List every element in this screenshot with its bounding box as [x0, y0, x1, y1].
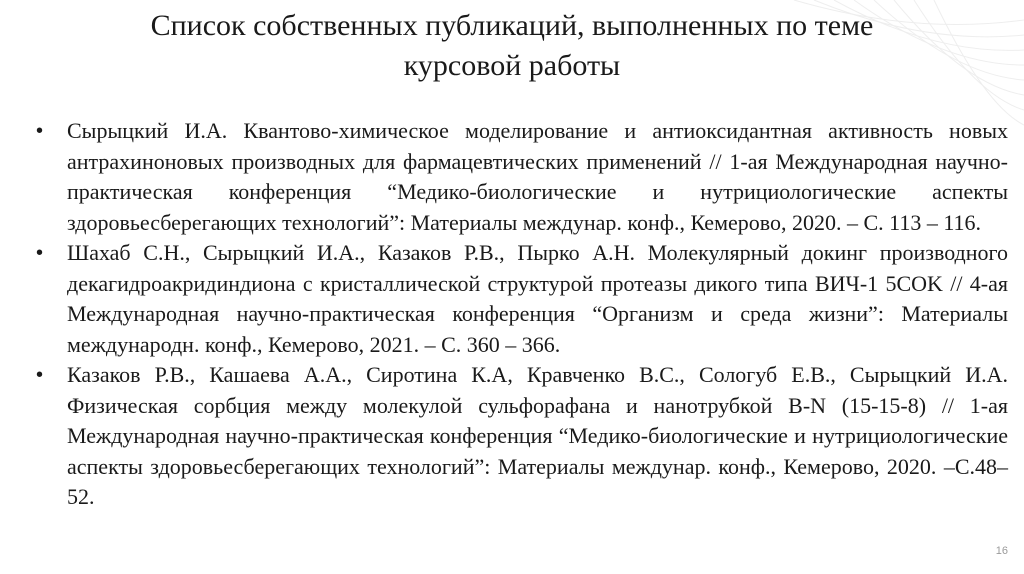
page-number: 16 [995, 545, 1008, 557]
publication-text: Сырыцкий И.А. Квантово-химическое моделирование и антиоксидантная активность новых антрахиноновых производных для фармацевтических применений // 1-ая Международная научно-практическая конференция “Медико-биологические и нутрициологические аспекты здоровьесберегающих технологий”: Материалы междунар. конф., Кемерово, 2020. – С. 113 – 116. [67, 118, 1008, 235]
publication-list [36, 116, 1008, 513]
title-line-2: курсовой работы [403, 49, 621, 82]
slide-title [0, 6, 1024, 86]
publication-text: Казаков Р.В., Кашаева А.А., Сиротина К.А, Кравченко В.С., Сологуб Е.В., Сырыцкий И.А. Физическая сорбция между молекулой сульфорафана и нанотрубкой B-N (15-15-8) // 1-ая Международная научно-практическая конференция “Медико-биологические и нутрициологические аспекты здоровьесберегающих технологий”: Материалы междунар. конф., Кемерово, 2020. –С.48–52. [67, 362, 1008, 509]
publication-item [36, 238, 1008, 360]
bullet-icon: • [36, 364, 44, 386]
title-line-1: Список собственных публикаций, выполненных по теме [150, 9, 874, 42]
bullet-icon: • [36, 242, 44, 264]
bullet-icon: • [36, 120, 44, 142]
publication-text: Шахаб С.Н., Сырыцкий И.А., Казаков Р.В., Пырко А.Н. Молекулярный докинг производного декагидроакридиндиона с кристаллической структурой протеазы дикого типа ВИЧ-1 5COK // 4-ая Международная научно-практическая конференция “Организм и среда жизни”: Материалы международн. конф., Кемерово, 2021. – С. 360 – 366. [67, 240, 1008, 357]
publication-item [36, 360, 1008, 513]
publication-item [36, 116, 1008, 238]
